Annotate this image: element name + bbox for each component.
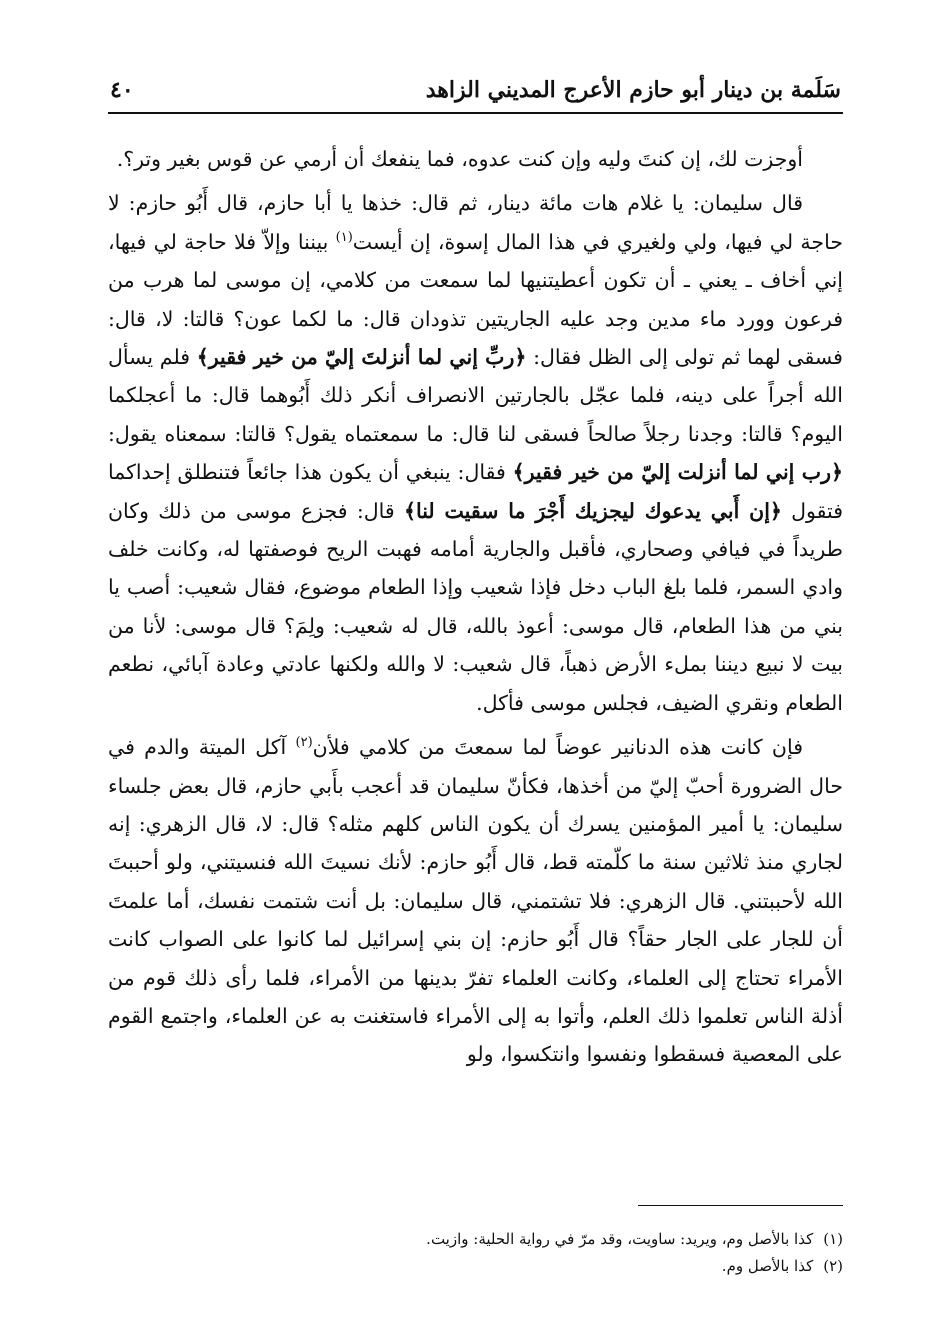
quran-verse-3: ﴿إن أَبي يدعوك ليجزيك أَجْرَ ما سقيت لنا﴾ [403,498,782,523]
paragraph-3-text-a: فإن كانت هذه الدنانير عوضاً لما سمعتَ من كلامي فلأن [312,735,803,760]
paragraph-3 [108,728,843,1074]
page-number: ٤٠ [110,77,134,103]
paragraph-1 [108,140,843,178]
header-title: سَلَمة بن دينار أبو حازم الأعرج المديني الزاهد [425,77,841,103]
paragraph-2-text-d: فقال: ينبغي أن يكون هذا جائعاً فتنطلق إحداكما فتقول [108,460,843,523]
footnote-rule [638,1205,843,1206]
running-header [110,72,841,112]
footnote-2 [108,1253,843,1280]
paragraph-2-text-c: فلم يسأل الله أجراً على دينه، فلما عجّل بالجارتين الانصراف أنكر ذلك أَبُوهما قال: ما أعجلكما اليوم؟ قالتا: وجدنا رجلاً صالحاً فسقى لنا قال: ما سمعتماه يقول؟ قالتا: سمعناه يقول: [108,345,843,446]
footnote-2-number: (٢) [823,1257,843,1275]
footnote-1-text: كذا بالأصل وم، ويريد: ساويت، وقد مرّ في رواية الحلية: وازيت. [426,1230,814,1248]
paragraph-3-text-b: آكل الميتة والدم في حال الضرورة أحبّ إليّ من أخذها، فكأنّ سليمان قد أعجب بأَبي حازم، قال بعض جلساء سليمان: يا أمير المؤمنين يسرك أن يكون الناس كلهم مثله؟ قال: لا، قال الزهري: إنه لجاري منذ ثلاثين سنة ما كلّمته قط، قال أَبُو حازم: لأنك نسيتَ الله فنسيتني، ولو أحببتَ الله لأحببتني. قال الزهري: فلا تشتمني، قال سليمان: بل أنت شتمت نفسك، أما علمتَ أن للجار على الجار حقاً؟ قال أَبُو حازم: إن بني إسرائيل لما كانوا على الصواب كانت الأمراء تحتاج إلى العلماء، وكانت العلماء تفرّ بدينها من الأمراء، فلما رأى ذلك قوم من أذلة الناس تعلموا ذلك العلم، وأتوا به إلى الأمراء فاستغنت به عن العلماء، واجتمع القوم على المعصية فسقطوا ونفسوا وانتكسوا، ولو [108,735,843,1067]
footnote-ref-1: (١) [335,229,353,245]
footnote-ref-2: (٢) [295,735,313,751]
footnotes [108,1226,843,1280]
footnote-2-text: كذا بالأصل وم. [721,1257,814,1275]
paragraph-1-text: أوجزت لك، إن كنتَ وليه وإن كنت عدوه، فما ينفعك أن أرمي عن قوس بغير وتر؟. [116,147,803,171]
footnote-1-number: (١) [823,1230,843,1248]
body-text [108,140,843,1080]
paragraph-2 [108,184,843,722]
paragraph-2-text-b: بيننا وإلاّ فلا حاجة لي فيها، إني أخاف ـ يعني ـ أن تكون أعطيتنيها لما سمعت من كلامي، إن موسى لما هرب من فرعون وورد ماء مدين وجد عليه الجاريتين تذودان قال: ما لكما عون؟ قالتا: لا، قال: فسقى لهما ثم تولى إلى الظل فقال: [108,229,843,370]
paragraph-2-text-a: قال سليمان: يا غلام هات مائة دينار، ثم قال: خذها يا أبا حازم، قال أَبُو حازم: لا حاجة لي فيها، ولي ولغيري في هذا المال إسوة، إن أيست [108,191,843,254]
paragraph-2-text-e: قال: فجزع موسى من ذلك وكان طريداً في فيافي وصحاري، فأقبل والجارية أمامه فهبت الريح فوصفتها له، وكانت خلف وادي السمر، فلما بلغ الباب دخل فإذا شعيب وإذا الطعام موضوع، فقال شعيب: أصب يا بني من هذا الطعام، قال موسى: أعوذ بالله، قال له شعيب: ولِمَ؟ قال موسى: لأنا من بيت لا نبيع ديننا بملء الأرض ذهباً، قال شعيب: لا والله ولكنها عادتي وعادة آبائي، نطعم الطعام ونقري الضيف، فجلس موسى فأكل. [108,498,843,715]
footnote-1 [108,1226,843,1253]
quran-verse-2: ﴿رب إني لما أنزلت إليّ من خير فقير﴾ [512,460,843,485]
header-rule [108,112,843,114]
quran-verse-1: ﴿ربِّ إني لما أنزلتَ إليّ من خير فقير﴾ [196,345,527,370]
